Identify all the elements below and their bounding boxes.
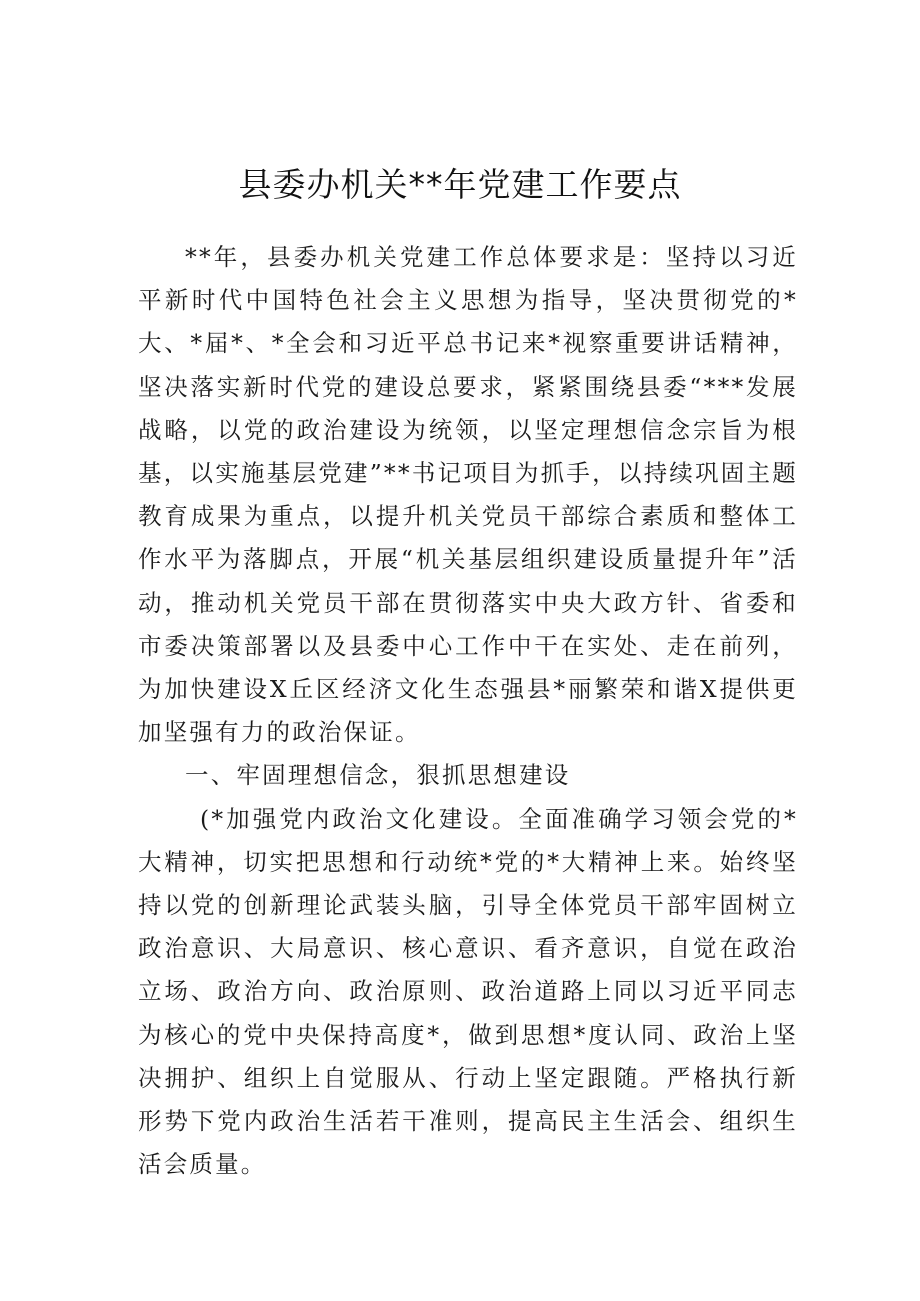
document-body: [138, 236, 798, 1186]
document-title: 县委办机关**年党建工作要点: [238, 165, 682, 204]
section-heading: 一、牢固理想信念，狠抓思想建设: [185, 761, 571, 790]
intro-paragraph: **年，县委办机关党建工作总体要求是：坚持以习近平新时代中国特色社会主义思想为指导，坚决贯彻党的*大、*届*、*全会和习近平总书记来*视察重要讲话精神，坚决落实新时代党的建设总要求，紧紧围绕县委“***发展战略，以党的政治建设为统领，以坚定理想信念宗旨为根基，以实施基层党建”**书记项目为抓手，以持续巩固主题教育成果为重点，以提升机关党员干部综合素质和整体工作水平为落脚点，开展“机关基层组织建设质量提升年”活动，推动机关党员干部在贯彻落实中央大政方针、省委和市委决策部署以及县委中心工作中干在实处、走在前列，为加快建设X丘区经济文化生态强县*丽繁荣和谐X提供更加坚强有力的政治保证。: [138, 243, 798, 747]
section-paragraph: (*加强党内政治文化建设。全面准确学习领会党的*大精神，切实把思想和行动统*党的*大精神上来。始终坚持以党的创新理论武装头脑，引导全体党员干部牢固树立政治意识、大局意识、核心意识、看齐意识，自觉在政治立场、政治方向、政治原则、政治道路上同以习近平同志为核心的党中央保持高度*，做到思想*度认同、政治上坚决拥护、组织上自觉服从、行动上坚定跟随。严格执行新形势下党内政治生活若干准则，提高民主生活会、组织生活会质量。: [138, 804, 798, 1179]
